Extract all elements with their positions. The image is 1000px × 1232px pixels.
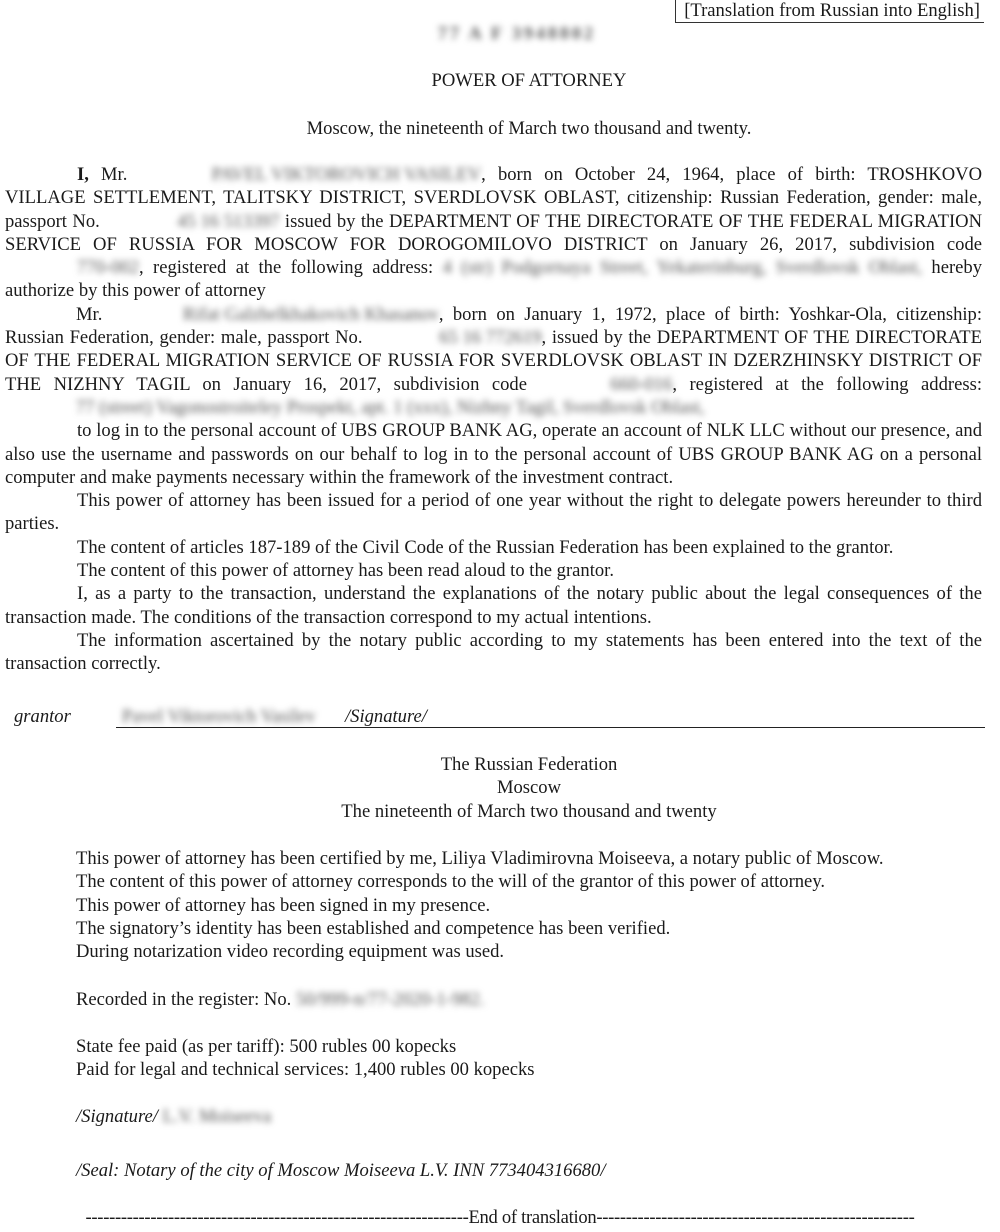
end-of-translation: -----------------------------------------------------------------End of translation------------------------------------------------------ xyxy=(85,1207,915,1228)
redacted-principal-address: 4 (str) Podgornaya Street, Yekaterinburg, Sverdlovsk Oblast, xyxy=(442,257,923,279)
pronoun-i: I, xyxy=(77,164,89,185)
certification-line: This power of attorney has been certified by me, Liliya Vladimirovna Moiseeva, a notary public of Moscow. xyxy=(76,848,884,869)
principal-text-1: , born on October 24, 1964, place of birth: TROSHKOVO VILLAGE SETTLEMENT, TALITSKY DISTRICT, SVERDLOVSK OBLAST, citizenship: Russian Federation, gender: male, passport No. xyxy=(5,164,982,232)
agent-text-2: , issued by the DEPARTMENT OF THE DIRECTORATE OF THE FEDERAL MIGRATION SERVICE OF RUSSIA FOR SVERDLOVSK OBLAST IN DZERZHINSKY DISTRICT OF THE NIZHNY TAGIL on January 16, 2017, subdivision code xyxy=(5,327,982,395)
certification-header xyxy=(0,753,1000,823)
register-record xyxy=(76,988,484,1011)
redacted-agent-code: 660-016 xyxy=(610,373,673,395)
title-mr: Mr. xyxy=(88,164,140,185)
principal-text-4: hereby authorize by this power of attorney xyxy=(5,257,983,302)
redacted-notary-name: L.V. Moiseeva xyxy=(162,1106,272,1127)
services-fee: Paid for legal and technical services: 1,400 rubles 00 kopecks xyxy=(76,1059,535,1081)
grantor-signature-row xyxy=(0,705,985,729)
redacted-agent-address: 77 (street) Vagonostroiteley Prospekt, apt. 1 (xxx), Nizhny Tagil, Sverdlovsk Oblast, xyxy=(76,396,705,418)
redacted-form-number: 77 A F 3948802 xyxy=(438,23,596,43)
understanding-paragraph: I, as a party to the transaction, understand the explanations of the notary public about the legal consequences of the transaction made. The conditions of the transaction correspond to my actual intentions. xyxy=(5,583,982,628)
document-title: POWER OF ATTORNEY xyxy=(431,70,627,91)
grantor-label: grantor xyxy=(14,706,71,727)
agent-title-mr: Mr. xyxy=(76,303,112,325)
certification-line: The content of this power of attorney corresponds to the will of the grantor of this power of attorney. xyxy=(76,871,826,893)
certification-statements xyxy=(76,847,996,963)
register-label: Recorded in the register: No. xyxy=(76,989,296,1010)
read-aloud-paragraph: The content of this power of attorney has been read aloud to the grantor. xyxy=(77,560,614,582)
notary-seal: /Seal: Notary of the city of Moscow Moiseeva L.V. INN 773404316680/ xyxy=(76,1160,606,1181)
agent-text-3: , registered at the following address: xyxy=(672,373,982,395)
redacted-principal-name: PAVEL VIKTOROVICH VASILEV xyxy=(211,164,482,185)
fees xyxy=(76,1035,535,1082)
notary-signature xyxy=(76,1105,271,1128)
redacted-register-number: 50/999-n/77-2020-1-982. xyxy=(295,989,485,1010)
certification-line: The signatory’s identity has been established and competence has been verified. xyxy=(76,917,671,939)
redacted-agent-passport: 65 16 772619 xyxy=(439,327,542,349)
city: Moscow xyxy=(496,777,562,799)
principal-paragraph xyxy=(5,163,982,303)
redacted-principal-code: 770-002 xyxy=(77,257,139,279)
redacted-principal-passport: 45 16 513397 xyxy=(177,210,280,232)
certification-line: During notarization video recording equipment was used. xyxy=(76,941,505,963)
document-body xyxy=(5,163,982,676)
signature-line xyxy=(116,705,985,728)
agent-paragraph xyxy=(5,303,982,419)
translation-note: [Translation from Russian into English] xyxy=(675,0,984,23)
period-paragraph: This power of attorney has been issued for a period of one year without the right to delegate powers hereunder to third parties. xyxy=(5,490,982,535)
civil-code-paragraph: The content of articles 187-189 of the Civil Code of the Russian Federation has been explained to the grantor. xyxy=(77,536,894,558)
principal-text-3: , registered at the following address: xyxy=(138,257,443,279)
authority-paragraph: to log in to the personal account of UBS GROUP BANK AG, operate an account of NLK LLC without our presence, and also use the username and passwords on our behalf to log in to the personal account of UBS GROUP BANK AG on a personal computer and make payments necessary within the framework of the investment contract. xyxy=(5,420,982,488)
redacted-agent-name: Rifat Galzhelkhakovich Khasanov xyxy=(182,303,439,325)
principal-text-2: issued by the DEPARTMENT OF THE DIRECTORATE OF THE FEDERAL MIGRATION SERVICE OF RUSSIA FOR MOSCOW FOR DOROGOMILOVO DISTRICT on January 26, 2017, subdivision code xyxy=(5,210,982,255)
state-fee: State fee paid (as per tariff): 500 rubles 00 kopecks xyxy=(76,1036,457,1057)
country: The Russian Federation xyxy=(440,754,618,775)
redacted-grantor-name: Pavel Viktorovich Vasilev xyxy=(122,706,316,727)
notary-signature-mark: /Signature/ xyxy=(76,1106,158,1127)
place-and-date: Moscow, the nineteenth of March two thousand and twenty. xyxy=(306,118,752,139)
ascertained-paragraph: The information ascertained by the notary public according to my statements has been entered into the text of the transaction correctly. xyxy=(5,629,982,675)
agent-text-1: , born on January 1, 1972, place of birth: Yoshkar-Ola, citizenship: Russian Federation, gender: male, passport No. xyxy=(5,303,983,349)
certification-line: This power of attorney has been signed in my presence. xyxy=(76,894,491,916)
certification-date: The nineteenth of March two thousand and twenty xyxy=(341,800,717,822)
grantor-signature-mark: /Signature/ xyxy=(345,706,427,727)
